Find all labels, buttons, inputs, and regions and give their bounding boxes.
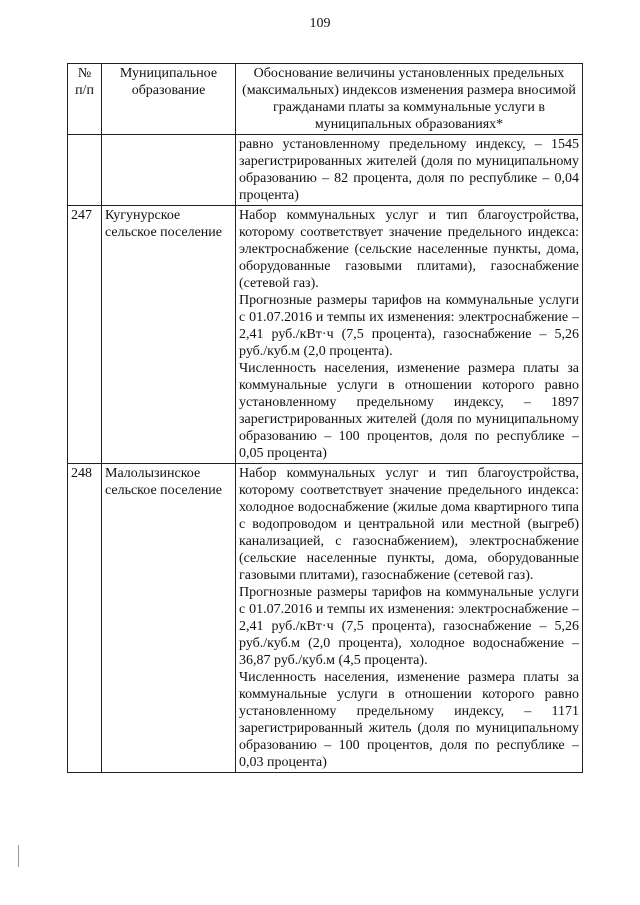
justification-paragraph: Прогнозные размеры тарифов на коммунальные услуги с 01.07.2016 и темпы их изменения: электроснабжение – 2,41 руб./кВт·ч (7,5 процента), газоснабжение – 5,26 руб./куб.м (2,0 процента). xyxy=(239,293,579,359)
table-row xyxy=(68,206,583,464)
justification-paragraph: Прогнозные размеры тарифов на коммунальные услуги с 01.07.2016 и темпы их изменения: электроснабжение – 2,41 руб./кВт·ч (7,5 процента), газоснабжение – 5,26 руб./куб.м (2,0 процента), холодное водоснабжение – 36,87 руб./куб.м (4,5 процента). xyxy=(239,585,579,668)
header-justification: Обоснование величины установленных предельных (максимальных) индексов изменения размера вносимой гражданами платы за коммунальные услуги в муниципальных образованиях* xyxy=(236,64,583,135)
page-number: 109 xyxy=(309,16,331,31)
table-row xyxy=(68,464,583,773)
justification-paragraph: Численность населения, изменение размера платы за коммунальные услуги в отношении которого равно установленному предельному индексу, – 1897 зарегистрированных жителей (доля по муниципальному образованию – 100 процентов, доля по республике – 0,05 процента) xyxy=(239,361,579,461)
tariff-table xyxy=(67,63,583,773)
header-number: № п/п xyxy=(68,64,102,135)
row-justification xyxy=(236,464,583,773)
header-municipality: Муниципальное образование xyxy=(102,64,236,135)
row-number xyxy=(68,135,102,206)
row-number: 248 xyxy=(68,464,102,773)
justification-paragraph: Набор коммунальных услуг и тип благоустройства, которому соответствует значение предельного индекса: электроснабжение (сельские населенные пункты, дома, оборудованные газовыми плитами), газоснабжение (сетевой газ). xyxy=(239,208,579,291)
row-municipality: Кугунурское сельское поселение xyxy=(102,206,236,464)
row-municipality xyxy=(102,135,236,206)
table-header-row xyxy=(68,64,583,135)
scan-edge-mark xyxy=(18,845,19,867)
justification-paragraph: Численность населения, изменение размера платы за коммунальные услуги в отношении которого равно установленному предельному индексу, – 1171 зарегистрированный житель (доля по муниципальному образованию – 100 процентов, доля по республике – 0,03 процента) xyxy=(239,670,579,770)
table-row-continuation xyxy=(68,135,583,206)
row-municipality: Малолызинское сельское поселение xyxy=(102,464,236,773)
row-number: 247 xyxy=(68,206,102,464)
justification-paragraph: равно установленному предельному индексу, – 1545 зарегистрированных жителей (доля по муниципальному образованию – 82 процента, доля по республике – 0,04 процента) xyxy=(239,137,579,203)
justification-paragraph: Набор коммунальных услуг и тип благоустройства, которому соответствует значение предельного индекса: холодное водоснабжение (жилые дома квартирного типа с водопроводом и центральной или местной (выгреб) канализацией, с газоснабжением), электроснабжение (сельские населенные пункты, дома, оборудованные газовыми плитами), газоснабжение (сетевой газ). xyxy=(239,466,579,583)
row-justification xyxy=(236,206,583,464)
row-justification xyxy=(236,135,583,206)
